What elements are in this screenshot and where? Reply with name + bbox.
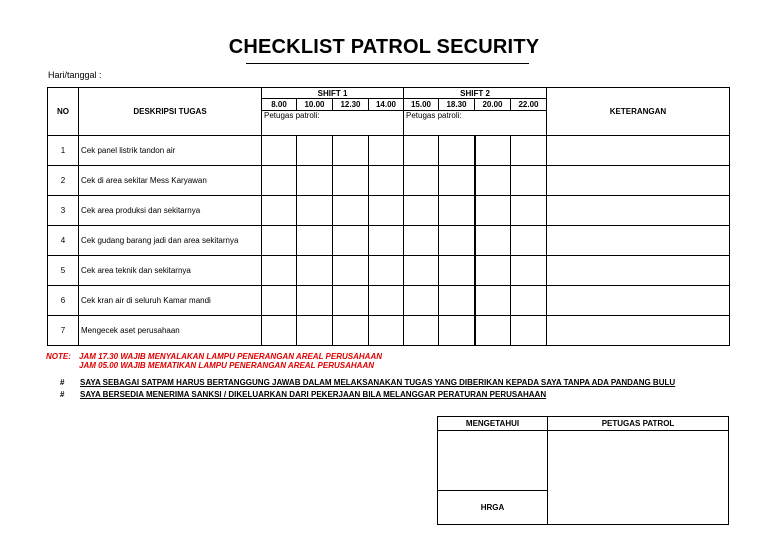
shift1-time: 12.30 xyxy=(333,99,369,111)
keterangan-cell[interactable] xyxy=(547,316,730,346)
check-cell[interactable] xyxy=(404,286,439,316)
check-cell[interactable] xyxy=(511,286,547,316)
check-cell[interactable] xyxy=(439,196,475,226)
check-cell[interactable] xyxy=(439,256,475,286)
check-cell[interactable] xyxy=(333,256,369,286)
signature-mengetahui: MENGETAHUI xyxy=(438,417,548,431)
declaration-text: SAYA BERSEDIA MENERIMA SANKSI / DIKELUARKAN DARI PEKERJAAN BILA MELANGGAR PERATURAN PERUSAHAAN xyxy=(80,390,547,399)
check-cell[interactable] xyxy=(475,136,511,166)
keterangan-cell[interactable] xyxy=(547,196,730,226)
task-rows xyxy=(48,136,730,346)
check-cell[interactable] xyxy=(297,286,333,316)
signature-hrga: HRGA xyxy=(438,491,548,525)
shift1-time: 10.00 xyxy=(297,99,333,111)
check-cell[interactable] xyxy=(333,226,369,256)
table-row xyxy=(48,166,730,196)
page-title: CHECKLIST PATROL SECURITY xyxy=(228,36,540,58)
check-cell[interactable] xyxy=(262,226,297,256)
check-cell[interactable] xyxy=(369,286,404,316)
check-cell[interactable] xyxy=(475,256,511,286)
keterangan-cell[interactable] xyxy=(547,166,730,196)
table-row xyxy=(48,136,730,166)
petugas-shift-2[interactable]: Petugas patroli: xyxy=(404,111,547,136)
header-no: NO xyxy=(48,88,79,136)
declaration-marker: # xyxy=(60,390,65,399)
check-cell[interactable] xyxy=(333,316,369,346)
header-deskripsi: DESKRIPSI TUGAS xyxy=(79,88,262,136)
check-cell[interactable] xyxy=(511,256,547,286)
check-cell[interactable] xyxy=(333,196,369,226)
table-row xyxy=(48,316,730,346)
check-cell[interactable] xyxy=(297,256,333,286)
check-cell[interactable] xyxy=(369,256,404,286)
row-number: 7 xyxy=(48,316,79,346)
signature-petugas-patrol: PETUGAS PATROL xyxy=(548,417,729,431)
keterangan-cell[interactable] xyxy=(547,256,730,286)
check-cell[interactable] xyxy=(333,166,369,196)
check-cell[interactable] xyxy=(439,226,475,256)
row-number: 6 xyxy=(48,286,79,316)
check-cell[interactable] xyxy=(439,286,475,316)
check-cell[interactable] xyxy=(404,166,439,196)
check-cell[interactable] xyxy=(511,316,547,346)
shift2-time: 18.30 xyxy=(439,99,475,111)
header-keterangan: KETERANGAN xyxy=(547,88,730,136)
shift2-time: 15.00 xyxy=(404,99,439,111)
row-number: 2 xyxy=(48,166,79,196)
keterangan-cell[interactable] xyxy=(547,226,730,256)
check-cell[interactable] xyxy=(297,166,333,196)
check-cell[interactable] xyxy=(475,316,511,346)
check-cell[interactable] xyxy=(262,166,297,196)
check-cell[interactable] xyxy=(439,136,475,166)
shift1-time: 14.00 xyxy=(369,99,404,111)
check-cell[interactable] xyxy=(404,226,439,256)
row-task: Mengecek aset perusahaan xyxy=(79,316,262,346)
row-task: Cek area teknik dan sekitarnya xyxy=(79,256,262,286)
note-line: JAM 17.30 WAJIB MENYALAKAN LAMPU PENERANGAN AREAL PERUSAHAAN xyxy=(79,352,382,361)
signature-space-petugas[interactable] xyxy=(548,431,729,525)
row-task: Cek kran air di seluruh Kamar mandi xyxy=(79,286,262,316)
header-shift-2: SHIFT 2 xyxy=(404,88,547,99)
table-row xyxy=(48,226,730,256)
check-cell[interactable] xyxy=(297,136,333,166)
signature-table xyxy=(437,416,729,525)
check-cell[interactable] xyxy=(297,196,333,226)
check-cell[interactable] xyxy=(333,136,369,166)
note-label: NOTE: xyxy=(46,352,71,361)
table-row xyxy=(48,256,730,286)
row-task: Cek di area sekitar Mess Karyawan xyxy=(79,166,262,196)
check-cell[interactable] xyxy=(369,166,404,196)
check-cell[interactable] xyxy=(262,286,297,316)
check-cell[interactable] xyxy=(369,226,404,256)
check-cell[interactable] xyxy=(511,226,547,256)
check-cell[interactable] xyxy=(369,196,404,226)
row-task: Cek panel listrik tandon air xyxy=(79,136,262,166)
declaration-text: SAYA SEBAGAI SATPAM HARUS BERTANGGUNG JAWAB DALAM MELAKSANAKAN TUGAS YANG DIBERIKAN KEPADA SAYA TANPA ADA PANDANG BULU xyxy=(80,378,676,387)
check-cell[interactable] xyxy=(511,136,547,166)
check-cell[interactable] xyxy=(404,196,439,226)
check-cell[interactable] xyxy=(297,316,333,346)
checklist-table xyxy=(47,87,730,346)
row-task: Cek gudang barang jadi dan area sekitarnya xyxy=(79,226,262,256)
shift1-time: 8.00 xyxy=(262,99,297,111)
shift2-time: 22.00 xyxy=(511,99,547,111)
title-underline xyxy=(246,63,529,64)
shift2-time: 20.00 xyxy=(475,99,511,111)
row-number: 4 xyxy=(48,226,79,256)
check-cell[interactable] xyxy=(404,316,439,346)
declaration-item xyxy=(60,390,740,402)
check-cell[interactable] xyxy=(475,226,511,256)
check-cell[interactable] xyxy=(333,286,369,316)
petugas-shift-1[interactable]: Petugas patroli: xyxy=(262,111,404,136)
check-cell[interactable] xyxy=(475,286,511,316)
header-shift-1: SHIFT 1 xyxy=(262,88,404,99)
table-row xyxy=(48,286,730,316)
check-cell[interactable] xyxy=(262,136,297,166)
row-number: 3 xyxy=(48,196,79,226)
check-cell[interactable] xyxy=(511,196,547,226)
check-cell[interactable] xyxy=(404,136,439,166)
declaration-item xyxy=(60,378,740,390)
check-cell[interactable] xyxy=(297,226,333,256)
check-cell[interactable] xyxy=(404,256,439,286)
keterangan-cell[interactable] xyxy=(547,286,730,316)
check-cell[interactable] xyxy=(369,136,404,166)
check-cell[interactable] xyxy=(475,196,511,226)
note-block xyxy=(46,352,446,372)
check-cell[interactable] xyxy=(262,256,297,286)
row-number: 1 xyxy=(48,136,79,166)
date-label: Hari/tanggal : xyxy=(48,70,102,80)
check-cell[interactable] xyxy=(262,196,297,226)
table-row xyxy=(48,196,730,226)
check-cell[interactable] xyxy=(475,166,511,196)
check-cell[interactable] xyxy=(439,316,475,346)
row-task: Cek area produksi dan sekitarnya xyxy=(79,196,262,226)
check-cell[interactable] xyxy=(369,316,404,346)
declaration-marker: # xyxy=(60,378,65,387)
check-cell[interactable] xyxy=(439,166,475,196)
row-number: 5 xyxy=(48,256,79,286)
check-cell[interactable] xyxy=(262,316,297,346)
keterangan-cell[interactable] xyxy=(547,136,730,166)
check-cell[interactable] xyxy=(511,166,547,196)
note-line: JAM 05.00 WAJIB MEMATIKAN LAMPU PENERANGAN AREAL PERUSAHAAN xyxy=(79,361,374,370)
signature-space-mengetahui[interactable] xyxy=(438,431,548,491)
